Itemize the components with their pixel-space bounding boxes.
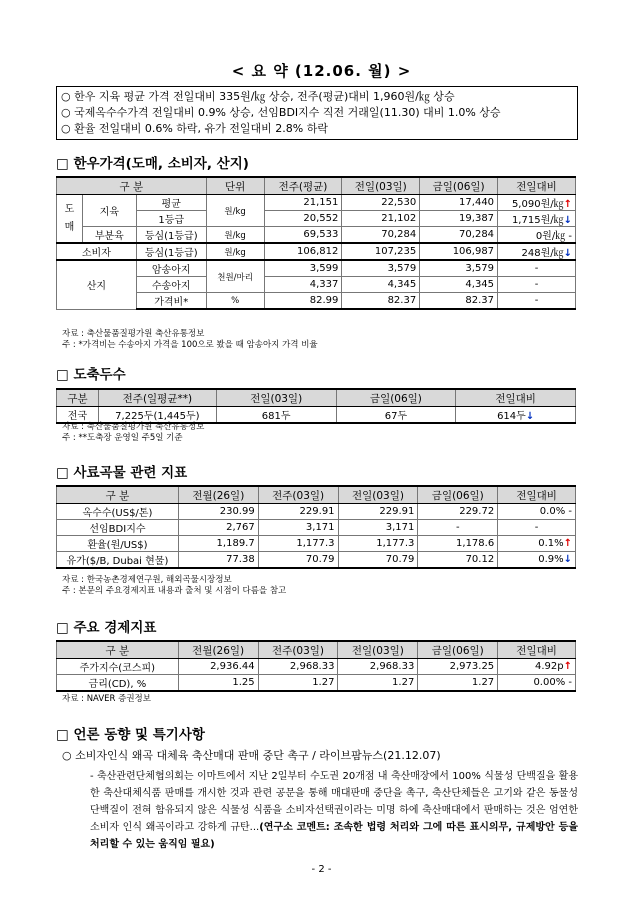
cell: 1,189.7	[178, 536, 258, 552]
cell: 3,171	[258, 520, 338, 536]
cell: 2,968.33	[258, 659, 338, 675]
carcass-label: 지육	[82, 195, 136, 227]
cell: 원/kg	[206, 195, 264, 227]
cell: 전국	[57, 407, 99, 424]
col-header: 구분	[57, 389, 99, 407]
cell: 평균	[136, 195, 206, 211]
table-row	[57, 243, 576, 260]
col-header: 구 분	[57, 486, 179, 504]
cell: 천원/마리	[206, 260, 264, 293]
source-note	[62, 575, 286, 597]
cell: 1등급	[136, 211, 206, 227]
diff-value: 248원/㎏	[521, 248, 564, 259]
cell: 22,530	[342, 195, 420, 211]
cell: 19,387	[420, 211, 498, 227]
cell: 암송아지	[136, 260, 206, 277]
section-title-slaughter: □ 도축두수	[56, 367, 126, 383]
cell: -	[498, 520, 576, 536]
arrow-down-icon: ↓	[563, 215, 572, 226]
cell: 수송아지	[136, 277, 206, 293]
source-note	[62, 329, 318, 351]
cell: -	[498, 293, 576, 310]
cell: 7,225두(1,445두)	[98, 407, 216, 424]
cell: 67두	[336, 407, 456, 424]
cell: 69,533	[264, 227, 342, 244]
page-title: < 요 약 (12.06. 월) >	[231, 62, 412, 80]
cell: 소비자	[57, 243, 137, 260]
cell: 1.27	[258, 675, 338, 692]
note-line: 주 : 본문의 주요경제지표 내용과 출처 및 시점이 다름을 참고	[62, 586, 287, 596]
col-header: 전일(03일)	[338, 486, 418, 504]
summary-line: ○ 국제옥수수가격 전일대비 0.9% 상승, 선임BDI지수 직전 거래일(11.30) 대비 1.0% 상승	[61, 106, 501, 119]
cell: 70.79	[338, 552, 418, 569]
table-row	[57, 552, 576, 569]
cell	[498, 552, 576, 569]
cell	[498, 243, 576, 260]
note-line: 자료 : 한국농촌경제연구원, 해외곡물시장정보	[62, 575, 232, 585]
col-header: 전주(평균)	[264, 177, 342, 195]
cell: 유가($/B, Dubai 현물)	[57, 552, 179, 569]
cell	[498, 659, 576, 675]
cell: 3,171	[338, 520, 418, 536]
arrow-up-icon: ↑	[563, 538, 572, 549]
farm-label: 산지	[57, 260, 137, 309]
cell: 106,812	[264, 243, 342, 260]
hanwoo-price-table	[56, 176, 576, 310]
table-row	[57, 260, 576, 277]
diff-value: 5,090원/㎏	[511, 199, 564, 210]
cell: 0.00% -	[498, 675, 576, 692]
table-row	[57, 520, 576, 536]
cell: 82.37	[342, 293, 420, 310]
arrow-up-icon: ↑	[563, 199, 572, 210]
cell: 등심(1등급)	[136, 243, 206, 260]
note-line: 자료 : 축산물품질평가원 축산유통정보	[62, 329, 205, 339]
arrow-up-icon: ↑	[563, 661, 572, 672]
col-header: 전일대비	[498, 177, 576, 195]
section-title-hanwoo: □ 한우가격(도매, 소비자, 산지)	[56, 156, 249, 172]
feed-grain-table	[56, 485, 576, 569]
col-header: 전월(26일)	[178, 486, 258, 504]
section-title-press: □ 언론 동향 및 특기사항	[56, 727, 205, 743]
cell: 4,337	[264, 277, 342, 293]
cell: %	[206, 293, 264, 310]
col-header: 금일(06일)	[418, 641, 498, 659]
cell: 229.91	[338, 504, 418, 520]
col-header: 전일(03일)	[216, 389, 336, 407]
col-header: 단위	[206, 177, 264, 195]
arrow-down-icon: ↓	[563, 248, 572, 259]
col-header: 금일(06일)	[336, 389, 456, 407]
cell: -	[498, 277, 576, 293]
news-body	[90, 768, 578, 853]
cell: 주가지수(코스피)	[57, 659, 179, 675]
cell: 3,579	[342, 260, 420, 277]
cell	[498, 195, 576, 211]
cell: 82.37	[420, 293, 498, 310]
cell: 가격비*	[136, 293, 206, 310]
cell: 1,177.3	[258, 536, 338, 552]
cell: 70,284	[342, 227, 420, 244]
cell	[456, 407, 576, 424]
cell: 77.38	[178, 552, 258, 569]
arrow-down-icon: ↓	[563, 554, 572, 565]
cell: 1,177.3	[338, 536, 418, 552]
cell: 0원/㎏ -	[498, 227, 576, 244]
cell: 금리(CD), %	[57, 675, 179, 692]
cell: 70,284	[420, 227, 498, 244]
cell: 2,936.44	[178, 659, 258, 675]
section-title-economy: □ 주요 경제지표	[56, 620, 157, 636]
col-header: 전주(03일)	[258, 641, 338, 659]
source-note	[62, 422, 204, 444]
cell: 1.27	[338, 675, 418, 692]
cell	[498, 211, 576, 227]
research-comment: (연구소 코멘트: 조속한 법령 처리와 그에 따른 표시의무, 규제방안 등을 처리할 수 있는 움직임 필요)	[90, 822, 578, 850]
col-header: 구 분	[57, 641, 179, 659]
table-row	[57, 195, 576, 211]
cell: 2,968.33	[338, 659, 418, 675]
cell: 1.27	[418, 675, 498, 692]
cell: 2,767	[178, 520, 258, 536]
col-header: 전일대비	[456, 389, 576, 407]
diff-value: 0.1%	[538, 538, 564, 549]
table-row	[57, 504, 576, 520]
cell: 82.99	[264, 293, 342, 310]
col-header: 전일(03일)	[342, 177, 420, 195]
diff-value: 4.92p	[534, 661, 564, 672]
cell: 20,552	[264, 211, 342, 227]
slaughter-table	[56, 388, 576, 424]
cell: 부분육	[82, 227, 136, 244]
table-row	[57, 227, 576, 244]
col-header: 전주(03일)	[258, 486, 338, 504]
summary-box	[56, 86, 578, 140]
cell: 106,987	[420, 243, 498, 260]
cell: 17,440	[420, 195, 498, 211]
summary-line: ○ 한우 지육 평균 가격 전일대비 335원/㎏ 상승, 전주(평균)대비 1,960원/㎏ 상승	[61, 90, 455, 103]
col-header: 전월(26일)	[178, 641, 258, 659]
source-note	[62, 694, 151, 705]
diff-value: 1,715원/㎏	[511, 215, 564, 226]
cell: 1.25	[178, 675, 258, 692]
cell: 230.99	[178, 504, 258, 520]
cell: 원/kg	[206, 227, 264, 244]
cell: 원/kg	[206, 243, 264, 260]
wholesale-label: 도매	[57, 195, 83, 244]
cell: 등심(1등급)	[136, 227, 206, 244]
cell: 환율(원/US$)	[57, 536, 179, 552]
cell: 3,579	[420, 260, 498, 277]
note-line: 주 : *가격비는 수송아지 가격을 100으로 봤을 때 암송아지 가격 비율	[62, 340, 318, 350]
diff-value: 614두	[497, 411, 526, 422]
summary-line: ○ 환율 전일대비 0.6% 하락, 유가 전일대비 2.8% 하락	[61, 122, 328, 135]
economy-table	[56, 640, 576, 692]
cell: 3,599	[264, 260, 342, 277]
cell: 0.0% -	[498, 504, 576, 520]
arrow-down-icon: ↓	[525, 411, 535, 422]
cell: 1,178.6	[418, 536, 498, 552]
col-header: 전일(03일)	[338, 641, 418, 659]
note-line: 자료 : 축산물품질평가원 축산유통정보	[62, 422, 205, 432]
table-row	[57, 407, 576, 424]
cell: 옥수수(US$/톤)	[57, 504, 179, 520]
page-number: - 2 -	[311, 864, 332, 875]
col-header: 전일대비	[498, 486, 576, 504]
news-headline: ○ 소비자인식 왜곡 대체육 축산매대 판매 중단 촉구 / 라이브팜뉴스(21.12.07)	[62, 749, 441, 762]
cell: -	[418, 520, 498, 536]
cell: 107,235	[342, 243, 420, 260]
col-header: 금일(06일)	[418, 486, 498, 504]
cell: 2,973.25	[418, 659, 498, 675]
diff-value: 0.9%	[538, 554, 564, 565]
col-header: 구 분	[57, 177, 207, 195]
cell: 681두	[216, 407, 336, 424]
cell: 4,345	[420, 277, 498, 293]
cell: 21,102	[342, 211, 420, 227]
cell: 70.79	[258, 552, 338, 569]
col-header: 전일대비	[498, 641, 576, 659]
table-row	[57, 659, 576, 675]
col-header: 금일(06일)	[420, 177, 498, 195]
cell: 4,345	[342, 277, 420, 293]
note-line: 주 : **도축장 운영일 주5일 기준	[62, 433, 183, 443]
table-row	[57, 675, 576, 692]
note-line: 자료 : NAVER 증권정보	[62, 694, 151, 704]
section-title-feed: □ 사료곡물 관련 지표	[56, 465, 188, 481]
cell: 229.72	[418, 504, 498, 520]
cell	[498, 536, 576, 552]
cell: -	[498, 260, 576, 277]
cell: 229.91	[258, 504, 338, 520]
news-text: - 축산관련단체협의회는 이마트에서 지난 2일부터 수도권 20개점 내 축산매장에서 100% 식물성 단백질을 활용한 축산대체식품 판매를 개시한 것과 관련 공문을 통해 매대판매 중단을 촉구, 축산단체들은 고기와 같은 동물성 단백질이 전혀 함유되지 않은 식물성 식품을 소비자선택권이라는 미명 하에 축산매대에서 판매하는 것은 엄연한 소비자 인식 왜곡이라고 강하게 규탄...	[90, 771, 578, 833]
cell: 70.12	[418, 552, 498, 569]
col-header: 전주(일평균**)	[98, 389, 216, 407]
table-row	[57, 536, 576, 552]
cell: 21,151	[264, 195, 342, 211]
cell: 선임BDI지수	[57, 520, 179, 536]
